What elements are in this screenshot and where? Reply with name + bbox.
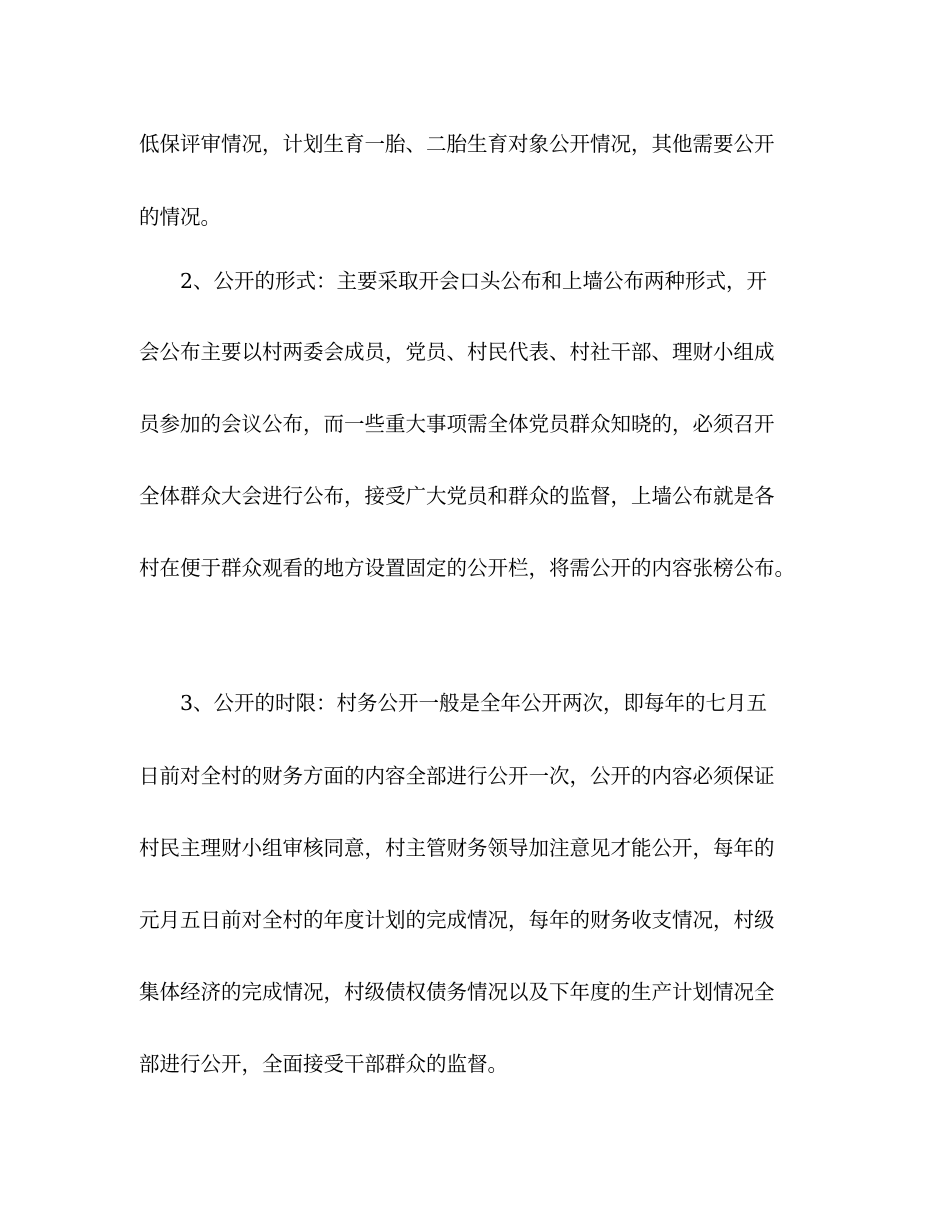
paragraph-3-line-3: 村民主理财小组审核同意，村主管财务领导加注意见才能公开，每年的: [139, 836, 775, 860]
paragraph-3-line-4: 元月五日前对全村的年度计划的完成情况，每年的财务收支情况，村级: [139, 908, 775, 932]
paragraph-3-line-6: 部进行公开，全面接受干部群众的监督。: [139, 1052, 508, 1076]
paragraph-3-line-5: 集体经济的完成情况，村级债权债务情况以及下年度的生产计划情况全: [139, 980, 775, 1004]
paragraph-2-line-2: 会公布主要以村两委会成员，党员、村民代表、村社干部、理财小组成: [139, 340, 775, 364]
paragraph-3-line-1: 3、公开的时限：村务公开一般是全年公开两次，即每年的七月五: [139, 691, 768, 715]
paragraph-1-line-1: 低保评审情况，计划生育一胎、二胎生育对象公开情况，其他需要公开: [139, 132, 775, 156]
paragraph-1-line-2: 的情况。: [139, 205, 221, 229]
paragraph-3-line-2: 日前对全村的财务方面的内容全部进行公开一次，公开的内容必须保证: [139, 764, 775, 788]
paragraph-2-line-3: 员参加的会议公布，而一些重大事项需全体党员群众知晓的，必须召开: [139, 412, 775, 436]
paragraph-2-line-4: 全体群众大会进行公布，接受广大党员和群众的监督，上墙公布就是各: [139, 484, 775, 508]
paragraph-2-line-5: 村在便于群众观看的地方设置固定的公开栏，将需公开的内容张榜公布。: [139, 556, 795, 580]
paragraph-2-line-1: 2、公开的形式：主要采取开会口头公布和上墙公布两种形式，开: [139, 269, 768, 293]
